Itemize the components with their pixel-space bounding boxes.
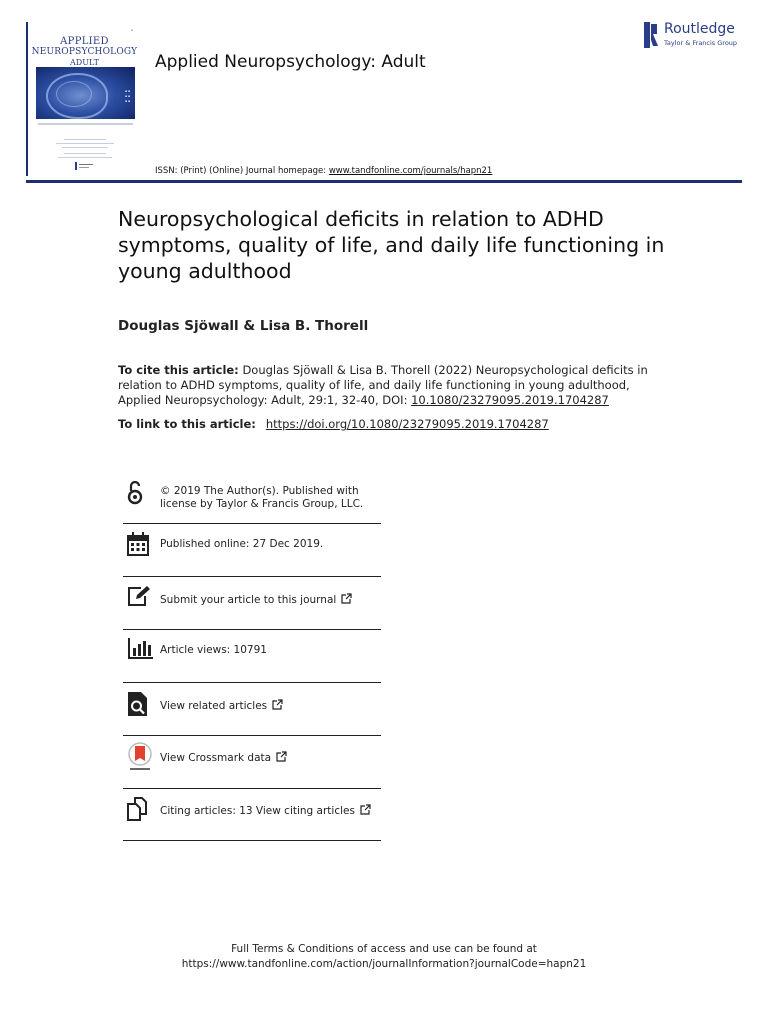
divider [123, 523, 381, 524]
cite-text: Douglas Sjöwall & Lisa B. Thorell (2022) Neuropsychological deficits in relation to ADHD symptoms, quality of life, and daily life functioning in young adulthood, Applied Neuropsychology: Adult, 29:1, 32-40, DOI: [118, 363, 648, 407]
article-views: Article views: 10791 [160, 644, 267, 656]
cover-publisher-logo [75, 162, 95, 170]
search-document-icon [127, 691, 149, 717]
submit-row[interactable] [123, 583, 381, 623]
calendar-icon [127, 532, 149, 556]
article-title: Neuropsychological deficits in relation to ADHD symptoms, quality of life, and daily life functioning in young adulthood [118, 207, 665, 283]
routledge-logo-icon [644, 22, 658, 48]
article-url-link[interactable]: https://doi.org/10.1080/23279095.2019.1704287 [265, 417, 549, 431]
related-row[interactable] [123, 689, 381, 729]
divider [123, 735, 381, 736]
divider [123, 788, 381, 789]
cover-text-line [64, 153, 106, 154]
bar-chart-icon [127, 638, 153, 660]
divider [123, 840, 381, 841]
citing-label: Citing articles: 13 View citing articles [160, 805, 355, 817]
open-access-icon [127, 480, 143, 506]
cover-title-line2: NEUROPSYCHOLOGY [31, 47, 138, 57]
external-link-icon [341, 593, 352, 604]
crossmark-icon [127, 742, 153, 772]
footer-terms-link[interactable]: https://www.tandfonline.com/action/journalInformation?journalCode=hapn21 [181, 958, 587, 970]
crossmark-row[interactable] [123, 742, 381, 782]
terms-footer [0, 942, 768, 972]
publisher-group: Taylor & Francis Group [664, 39, 738, 47]
footer-line1: Full Terms & Conditions of access and use can be found at [231, 943, 537, 955]
submit-article-link[interactable] [160, 593, 352, 607]
journal-homepage-link[interactable]: www.tandfonline.com/journals/hapn21 [328, 166, 493, 176]
cover-text-line [58, 157, 112, 158]
issn-line [155, 166, 492, 176]
article-authors: Douglas Sjöwall & Lisa B. Thorell [118, 318, 369, 334]
external-link-icon [272, 699, 283, 710]
citation-block [118, 363, 658, 408]
cover-title-line3: ADULT [70, 58, 99, 67]
edit-icon [127, 585, 151, 607]
cover-text-line [64, 139, 106, 140]
submit-label: Submit your article to this journal [160, 594, 337, 606]
views-row [123, 636, 381, 676]
divider [123, 682, 381, 683]
publisher-logo [644, 20, 744, 50]
license-row [123, 478, 381, 518]
divider [123, 629, 381, 630]
cover-text-line [56, 143, 114, 144]
cover-brain-image: ▪ ▪ ▪ ▪ ▪ ▪ [36, 67, 135, 119]
external-link-icon [276, 751, 287, 762]
link-label: To link to this article: [118, 417, 260, 431]
cite-label: To cite this article: [118, 363, 239, 377]
license-text [160, 485, 363, 511]
journal-cover-thumbnail [26, 22, 141, 176]
related-label: View related articles [160, 700, 268, 712]
related-articles-link[interactable] [160, 699, 283, 713]
cover-volume-mark: ▪ [130, 28, 133, 32]
external-link-icon [360, 804, 371, 815]
issn-text: ISSN: (Print) (Online) Journal homepage: [155, 166, 329, 176]
crossmark-link[interactable] [160, 751, 287, 765]
divider [123, 576, 381, 577]
license-line1: © 2019 The Author(s). Published with [160, 485, 359, 497]
citing-row[interactable] [123, 795, 381, 835]
citing-articles-icon [127, 797, 151, 821]
citing-articles-link[interactable] [160, 804, 371, 818]
doi-link[interactable]: 10.1080/23279095.2019.1704287 [411, 393, 609, 407]
crossmark-label: View Crossmark data [160, 752, 272, 764]
cover-text-line [62, 147, 108, 148]
journal-title: Applied Neuropsychology: Adult [155, 52, 426, 72]
license-line2: license by Taylor & Francis Group, LLC. [160, 498, 364, 510]
header-divider [26, 180, 742, 183]
publisher-name: Routledge [664, 21, 735, 37]
published-date: Published online: 27 Dec 2019. [160, 538, 324, 550]
article-link-block [118, 417, 678, 431]
published-row [123, 530, 381, 570]
cover-title-line1: APPLIED [60, 36, 109, 47]
cover-text-line [38, 123, 133, 125]
